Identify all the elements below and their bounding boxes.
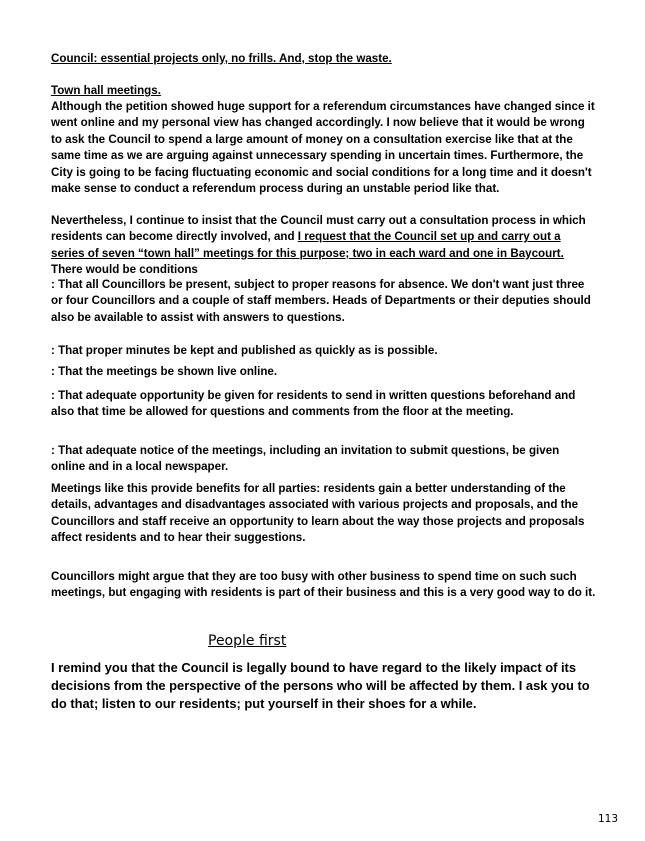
condition-item-4: : That adequate opportunity be given for residents to send in written questions beforehand and also that time be allowed for questions and comments from the floor at the meeting. — [51, 389, 576, 419]
request-paragraph — [51, 213, 596, 279]
request-underlined-text: I request that the Council set up and carry out a series of seven “town hall” meetings for this purpose; two in each ward and one in Baycourt. — [51, 230, 564, 260]
condition-item-3: : That the meetings be shown live online. — [51, 365, 278, 378]
benefits-paragraph: Meetings like this provide benefits for all parties: residents gain a better understanding of the details, advantages and disadvantages associated with various projects and proposals, and the Councillors and staff receive an opportunity to learn about the way those projects and proposals affect residents and to hear their suggestions. — [51, 482, 585, 545]
request-tail-text: There would be conditions — [51, 263, 198, 277]
page-title: Council: essential projects only, no frills. And, stop the waste. — [51, 52, 392, 65]
request-lead-text: Nevertheless, I continue to insist that the Council must carry out a consultation process in which residents can become directly involved, and — [51, 214, 586, 244]
town-hall-heading: Town hall meetings. — [51, 84, 161, 97]
busy-paragraph: Councillors might argue that they are too busy with other business to spend time on such such meetings, but engaging with residents is part of their business and this is a very good way to do it. — [51, 570, 596, 600]
condition-item-5: : That adequate notice of the meetings, including an invitation to submit questions, be given online and in a local newspaper. — [51, 444, 560, 474]
people-first-heading: People first — [208, 633, 287, 649]
condition-item-2: : That proper minutes be kept and published as quickly as is possible. — [51, 344, 438, 357]
town-hall-paragraph: Although the petition showed huge support for a referendum circumstances have changed since it went online and my personal view has changed accordingly. I now believe that it would be wrong to ask the Council to spend a large amount of money on a consultation exercise like that at the same time as we are arguing against unnecessary spending in uncertain times. Furthermore, the City is going to be facing fluctuating economic and social conditions for a long time and it doesn't make sense to conduct a referendum process during an unstable period like that. — [51, 100, 595, 196]
page-number: 113 — [598, 813, 619, 825]
condition-item-1: : That all Councillors be present, subject to proper reasons for absence. We don't want just three or four Councillors and a couple of staff members. Heads of Departments or their deputies should also be available to assist with answers to questions. — [51, 278, 591, 324]
people-first-paragraph: I remind you that the Council is legally bound to have regard to the likely impact of its decisions from the perspective of the persons who will be affected by them. I ask you to do that; listen to our residents; put yourself in their shoes for a while. — [51, 660, 590, 711]
